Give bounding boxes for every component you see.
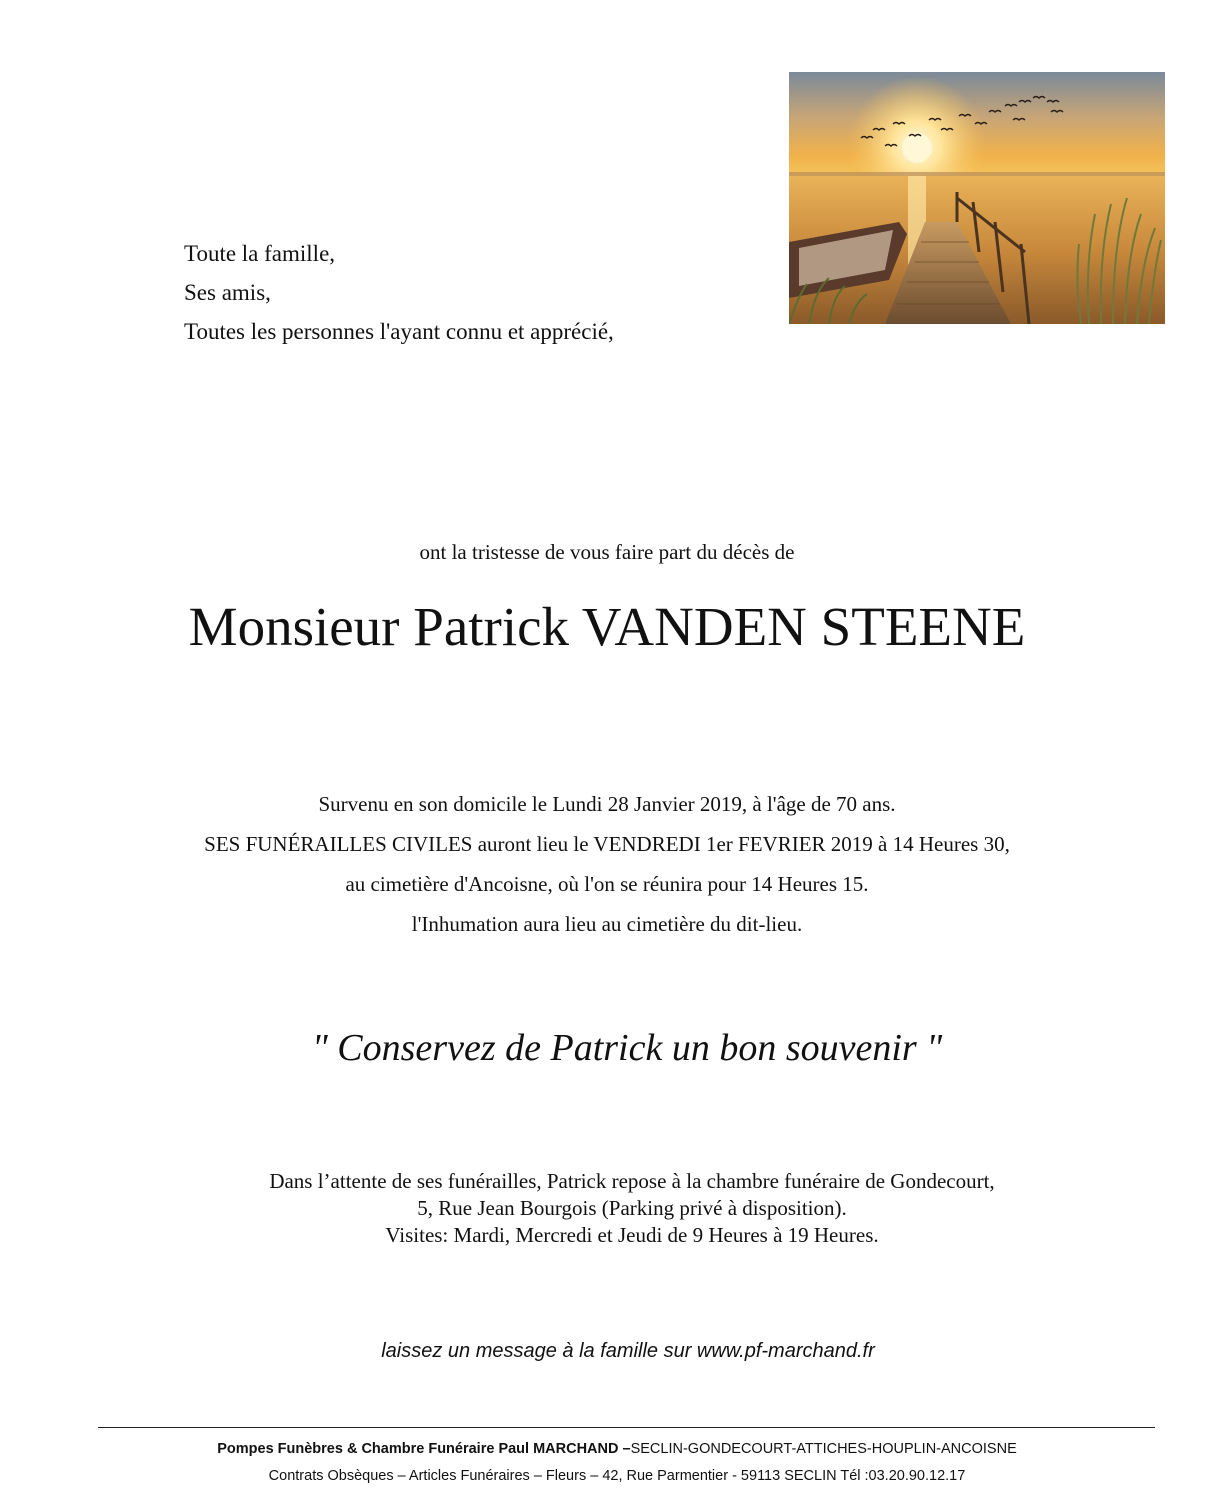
family-signatories [184, 234, 614, 351]
footer-company-locations: SECLIN-GONDECOURT-ATTICHES-HOUPLIN-ANCOISNE [630, 1441, 1017, 1457]
visitation-line-2: 5, Rue Jean Bourgois (Parking privé à disposition). [417, 1196, 847, 1220]
leave-message-note: laissez un message à la famille sur www.pf-marchand.fr [381, 1340, 875, 1362]
funeral-details [0, 784, 1214, 944]
sun [902, 133, 932, 163]
deceased-name: Monsieur Patrick VANDEN STEENE [188, 596, 1026, 657]
visitation-line-3: Visites: Mardi, Mercredi et Jeudi de 9 Heures à 19 Heures. [385, 1223, 879, 1247]
announcement-intro: ont la tristesse de vous faire part du décès de [419, 540, 795, 564]
footer-divider [98, 1427, 1155, 1428]
footer-company-name: Pompes Funèbres & Chambre Funéraire Paul MARCHAND – [217, 1441, 631, 1457]
family-line-2: Ses amis, [184, 280, 271, 305]
sunset-pier-photo [789, 72, 1165, 324]
footer-company-line [0, 1436, 1214, 1463]
visitation-info [0, 1168, 1214, 1249]
visitation-line-1: Dans l’attente de ses funérailles, Patrick repose à la chambre funéraire de Gondecourt, [269, 1169, 995, 1193]
detail-line-1: Survenu en son domicile le Lundi 28 Janvier 2019, à l'âge de 70 ans. [318, 792, 896, 816]
detail-line-4: l'Inhumation aura lieu au cimetière du dit-lieu. [411, 912, 803, 936]
family-line-1: Toute la famille, [184, 241, 336, 266]
detail-line-2: SES FUNÉRAILLES CIVILES auront lieu le VENDREDI 1er FEVRIER 2019 à 14 Heures 30, [204, 832, 1010, 856]
footer [0, 1436, 1214, 1490]
family-line-3: Toutes les personnes l'ayant connu et apprécié, [184, 319, 614, 344]
footer-services-line: Contrats Obsèques – Articles Funéraires – Fleurs – 42, Rue Parmentier - 59113 SECLIN Tél :03.20.90.12.17 [268, 1468, 966, 1484]
detail-line-3: au cimetière d'Ancoisne, où l'on se réunira pour 14 Heures 15. [345, 872, 869, 896]
memorial-quote: " Conservez de Patrick un bon souvenir " [311, 1027, 943, 1069]
sunset-pier-illustration [789, 72, 1165, 324]
